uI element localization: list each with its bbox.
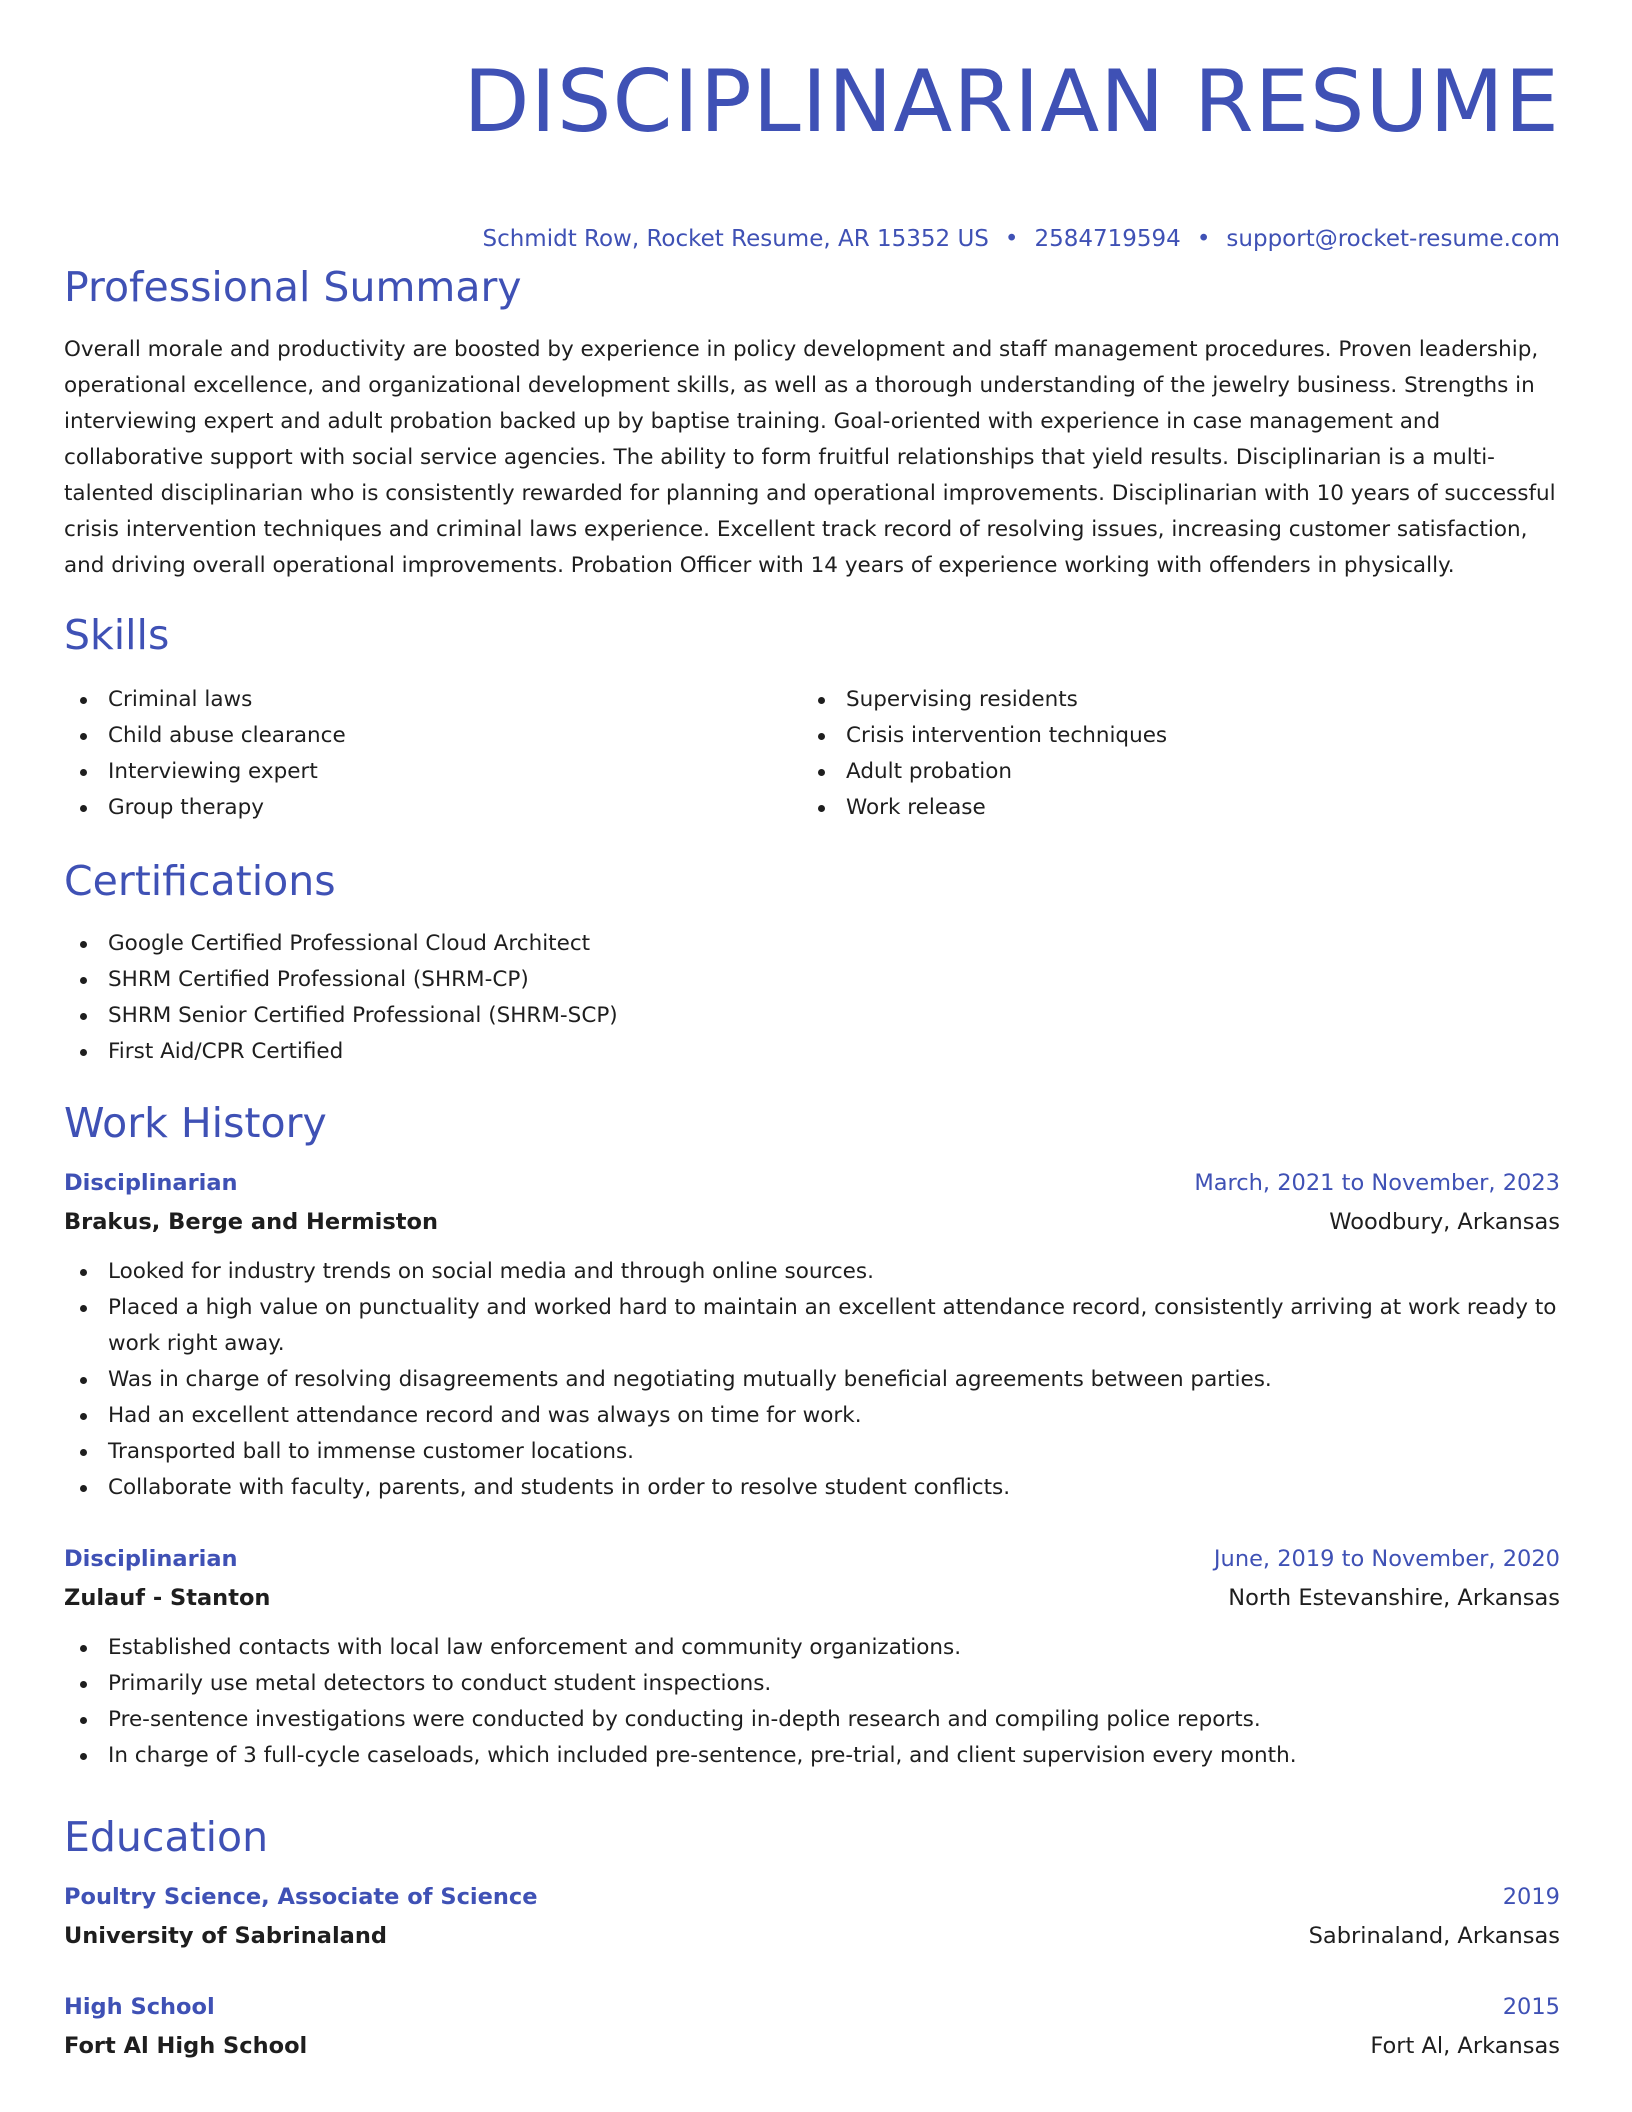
job-bullet: Pre-sentence investigations were conducted by conducting in-depth research and compiling police reports. (64, 1702, 1560, 1738)
skill-item: Interviewing expert (64, 754, 764, 790)
education-entry (64, 1988, 1560, 2066)
contact-address: Schmidt Row, Rocket Resume, AR 15352 US (482, 226, 989, 252)
job-bullet: Was in charge of resolving disagreements and negotiating mutually beneficial agreements between parties. (64, 1362, 1560, 1398)
job-entry (64, 1540, 1560, 1774)
resume-title: DISCIPLINARIAN RESUME (463, 52, 1560, 152)
contact-separator: • (1196, 226, 1211, 252)
education-degree: High School (64, 1994, 215, 2020)
skill-item: Criminal laws (64, 682, 764, 718)
education-location: Fort Al, Arkansas (1370, 2033, 1560, 2059)
education-school: Fort Al High School (64, 2033, 308, 2059)
skill-item: Child abuse clearance (64, 718, 764, 754)
job-location: North Estevanshire, Arkansas (1228, 1585, 1560, 1611)
education-heading: Education (64, 1813, 269, 1861)
certifications-heading: Certifications (64, 857, 336, 905)
job-bullet: Looked for industry trends on social media and through online sources. (64, 1254, 1560, 1290)
job-bullet: Placed a high value on punctuality and worked hard to maintain an excellent attendance record, consistently arriving at work ready to work right away. (64, 1290, 1560, 1362)
skill-item: Adult probation (802, 754, 1502, 790)
contact-separator: • (1004, 226, 1019, 252)
education-school: University of Sabrinaland (64, 1923, 387, 1949)
education-year: 2015 (1502, 1994, 1560, 2020)
job-location: Woodbury, Arkansas (1329, 1209, 1560, 1235)
summary-text: Overall morale and productivity are boosted by experience in policy development and staff management procedures. Proven leadership, operational excellence, and organizational development skills, as well as a thorough understanding of the jewelry business. Strengths in interviewing expert and adult probation backed up by baptise training. Goal-oriented with experience in case management and collaborative support with social service agencies. The ability to form fruitful relationships that yield results. Disciplinarian is a multi-talented disciplinarian who is consistently rewarded for planning and operational improvements. Disciplinarian with 10 years of successful crisis intervention techniques and criminal laws experience. Excellent track record of resolving issues, increasing customer satisfaction, and driving overall operational improvements. Probation Officer with 14 years of experience working with offenders in physically. (64, 337, 1556, 578)
job-dates: March, 2021 to November, 2023 (1194, 1170, 1560, 1196)
summary-heading: Professional Summary (64, 263, 522, 311)
skills-list-left (64, 682, 764, 826)
job-title: Disciplinarian (64, 1546, 238, 1572)
education-year: 2019 (1502, 1884, 1560, 1910)
job-employer: Brakus, Berge and Hermiston (64, 1209, 438, 1235)
contact-email[interactable]: support@rocket-resume.com (1226, 226, 1560, 252)
job-bullet: Transported ball to immense customer locations. (64, 1434, 1560, 1470)
skills-list-right (802, 682, 1502, 826)
skill-item: Group therapy (64, 790, 764, 826)
skill-item: Work release (802, 790, 1502, 826)
job-bullet: In charge of 3 full-cycle caseloads, which included pre-sentence, pre-trial, and client supervision every month. (64, 1738, 1560, 1774)
skill-item: Crisis intervention techniques (802, 718, 1502, 754)
job-bullets (64, 1630, 1560, 1774)
education-entry (64, 1878, 1560, 1956)
work-history-heading: Work History (64, 1099, 327, 1147)
contact-line (64, 224, 1560, 254)
job-bullet: Had an excellent attendance record and was always on time for work. (64, 1398, 1560, 1434)
job-dates: June, 2019 to November, 2020 (1213, 1546, 1560, 1572)
education-degree: Poultry Science, Associate of Science (64, 1884, 538, 1910)
contact-phone: 2584719594 (1034, 226, 1181, 252)
job-bullet: Established contacts with local law enforcement and community organizations. (64, 1630, 1560, 1666)
skill-item: Supervising residents (802, 682, 1502, 718)
job-employer: Zulauf - Stanton (64, 1585, 271, 1611)
job-entry (64, 1164, 1560, 1506)
certification-item: SHRM Senior Certified Professional (SHRM-SCP) (64, 998, 1064, 1034)
job-title: Disciplinarian (64, 1170, 238, 1196)
certification-item: SHRM Certified Professional (SHRM-CP) (64, 962, 1064, 998)
job-bullets (64, 1254, 1560, 1506)
job-bullet: Primarily use metal detectors to conduct student inspections. (64, 1666, 1560, 1702)
certifications-list (64, 926, 1064, 1070)
certification-item: Google Certified Professional Cloud Architect (64, 926, 1064, 962)
certification-item: First Aid/CPR Certified (64, 1034, 1064, 1070)
resume-page (64, 0, 1560, 2059)
job-bullet: Collaborate with faculty, parents, and students in order to resolve student conflicts. (64, 1470, 1560, 1506)
skills-heading: Skills (64, 611, 170, 659)
education-location: Sabrinaland, Arkansas (1308, 1923, 1560, 1949)
